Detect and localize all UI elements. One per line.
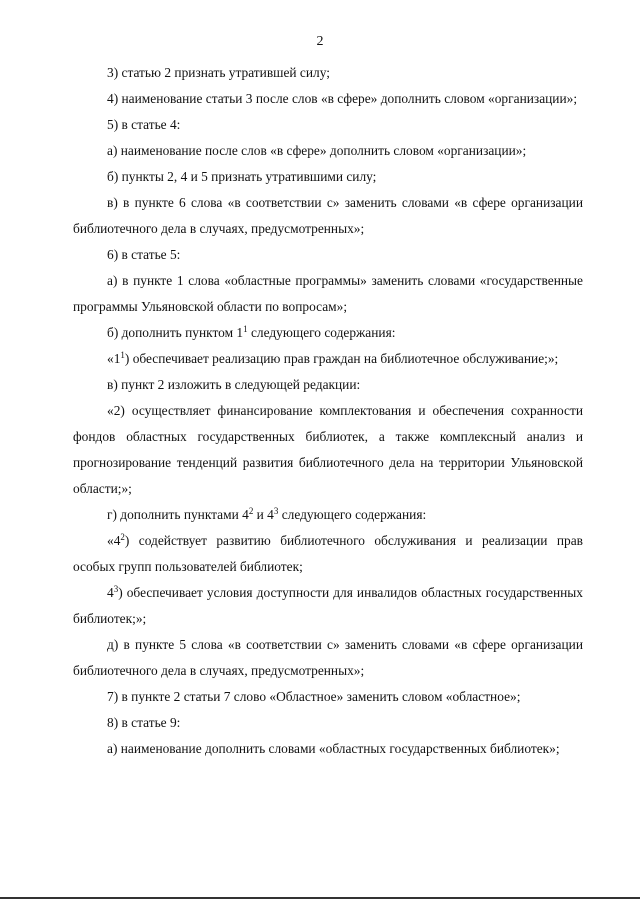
text-part: г) дополнить пунктами 4 (107, 507, 249, 522)
text-part: 4 (107, 585, 114, 600)
paragraph-6g-content-2 (73, 580, 583, 632)
text-part: б) дополнить пунктом 1 (107, 325, 244, 340)
paragraph-5v: в) в пункте 6 слова «в соответствии с» заменить словами «в сфере организации библиотечного дела в случаях, предусмотренных»; (73, 195, 583, 236)
paragraph-item-3: 3) статью 2 признать утратившей силу; (107, 65, 330, 80)
paragraph-5b: б) пункты 2, 4 и 5 признать утратившими силу; (107, 169, 377, 184)
text-part: следующего содержания: (247, 325, 396, 340)
superscript: 3 (113, 584, 119, 594)
paragraph-6a: а) в пункте 1 слова «областные программы» заменить словами «государственные программы Ульяновской области по вопросам»; (73, 273, 583, 314)
paragraph-6b (73, 320, 583, 346)
text-part: и 4 (253, 507, 274, 522)
paragraph-5a: а) наименование после слов «в сфере» дополнить словом «организации»; (107, 143, 527, 158)
paragraph-6g-content-1 (73, 528, 583, 580)
superscript: 2 (120, 532, 125, 542)
paragraph-item-5: 5) в статье 4: (107, 117, 181, 132)
text-part: «4 (107, 533, 121, 548)
paragraph-6g (73, 502, 583, 528)
text-part: «1 (107, 351, 121, 366)
text-part: ) обеспечивает реализацию прав граждан на библиотечное обслуживание;»; (124, 351, 559, 366)
paragraph-6d: д) в пункте 5 слова «в соответствии с» заменить словами «в сфере организации библиотечного дела в случаях, предусмотренных»; (73, 637, 583, 678)
text-part: ) содействует развитию библиотечного обслуживания и реализации прав особых групп пользователей библиотек; (73, 533, 583, 574)
document-body (73, 60, 583, 762)
text-part: следующего содержания: (278, 507, 427, 522)
page-number: 2 (316, 34, 324, 49)
paragraph-6b-content (73, 346, 583, 372)
paragraph-item-8: 8) в статье 9: (107, 715, 181, 730)
superscript: 2 (248, 506, 254, 516)
paragraph-6v-content: «2) осуществляет финансирование комплектования и обеспечения сохранности фондов областных государственных библиотек, а также комплексный анализ и прогнозирование тенденций развития библиотечного дела на территории Ульяновской области;»; (73, 403, 583, 496)
superscript: 3 (273, 506, 279, 516)
paragraph-item-4: 4) наименование статьи 3 после слов «в сфере» дополнить словом «организации»; (107, 91, 578, 106)
text-part: ) обеспечивает условия доступности для инвалидов областных государственных библиотек;»; (73, 585, 583, 626)
paragraph-8a: а) наименование дополнить словами «областных государственных библиотек»; (107, 741, 560, 756)
paragraph-item-6: 6) в статье 5: (107, 247, 181, 262)
paragraph-6v: в) пункт 2 изложить в следующей редакции: (107, 377, 361, 392)
bottom-rule (0, 897, 640, 899)
superscript: 1 (120, 350, 125, 360)
paragraph-item-7: 7) в пункте 2 статьи 7 слово «Областное» заменить словом «областное»; (107, 689, 521, 704)
superscript: 1 (243, 324, 248, 334)
